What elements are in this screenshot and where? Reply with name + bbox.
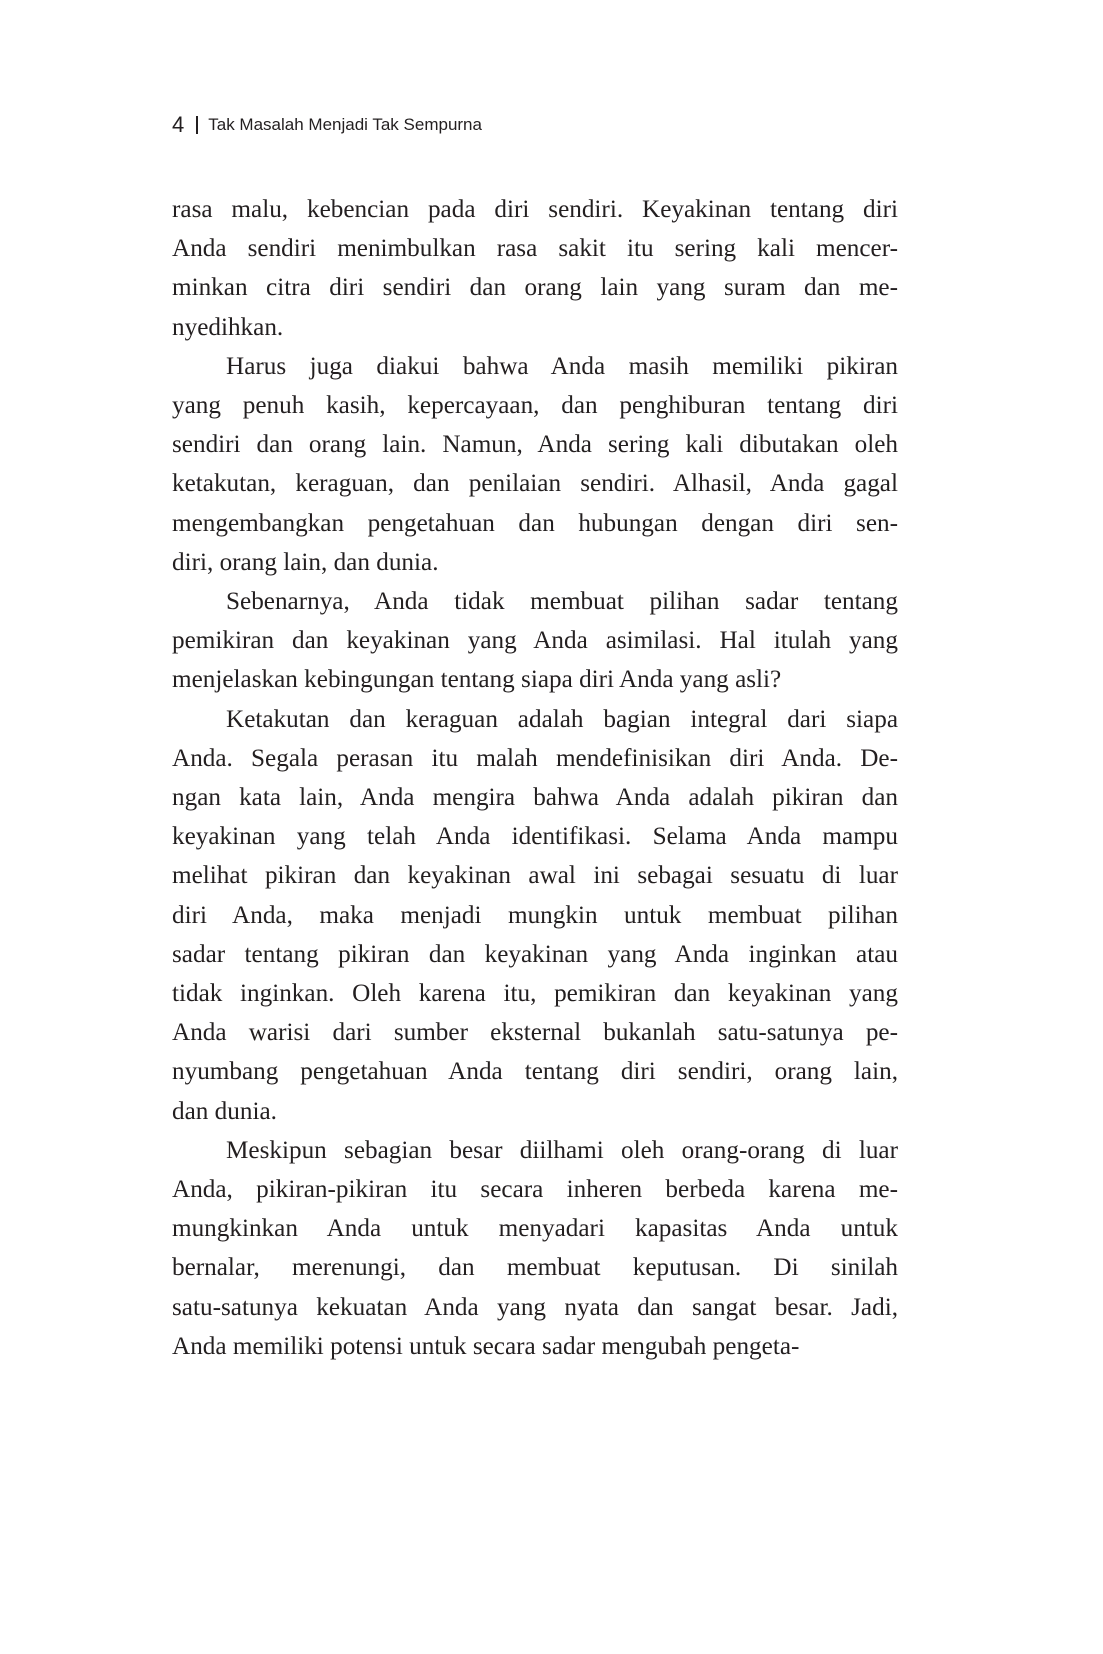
- paragraph: [172, 1131, 898, 1366]
- text-line: satu-satunya kekuatan Anda yang nyata dan sangat besar. Jadi,: [172, 1293, 898, 1321]
- text-line: menjelaskan kebingungan tentang siapa diri Anda yang asli?: [172, 666, 782, 694]
- text-line: diri, orang lain, dan dunia.: [172, 548, 439, 576]
- text-line: ngan kata lain, Anda mengira bahwa Anda adalah pikiran dan: [172, 784, 898, 812]
- text-line: Anda, pikiran-pikiran itu secara inheren berbeda karena me-: [172, 1176, 898, 1204]
- text-line: bernalar, merenungi, dan membuat keputusan. Di sinilah: [172, 1254, 898, 1282]
- text-line: Meskipun sebagian besar diilhami oleh orang-orang di luar: [226, 1136, 898, 1164]
- text-line: Anda. Segala perasan itu malah mendefinisikan diri Anda. De-: [172, 744, 898, 772]
- text-line: keyakinan yang telah Anda identifikasi. Selama Anda mampu: [172, 823, 898, 851]
- text-line: melihat pikiran dan keyakinan awal ini sebagai sesuatu di luar: [172, 862, 898, 890]
- text-line: Sebenarnya, Anda tidak membuat pilihan sadar tentang: [226, 588, 898, 616]
- page-number: 4: [172, 112, 185, 137]
- text-line: Anda memiliki potensi untuk secara sadar mengubah pengeta-: [172, 1332, 800, 1360]
- text-line: minkan citra diri sendiri dan orang lain yang suram dan me-: [172, 274, 898, 302]
- text-line: ketakutan, keraguan, dan penilaian sendiri. Alhasil, Anda gagal: [172, 470, 898, 498]
- text-line: tidak inginkan. Oleh karena itu, pemikiran dan keyakinan yang: [172, 980, 898, 1008]
- running-header: [172, 112, 482, 138]
- text-line: mungkinkan Anda untuk menyadari kapasitas Anda untuk: [172, 1215, 898, 1243]
- text-line: sadar tentang pikiran dan keyakinan yang Anda inginkan atau: [172, 940, 898, 968]
- text-line: Anda warisi dari sumber eksternal bukanlah satu-satunya pe-: [172, 1019, 898, 1047]
- text-line: diri Anda, maka menjadi mungkin untuk membuat pilihan: [172, 901, 898, 929]
- text-line: Anda sendiri menimbulkan rasa sakit itu sering kali mencer-: [172, 235, 898, 263]
- text-line: pemikiran dan keyakinan yang Anda asimilasi. Hal itulah yang: [172, 627, 898, 655]
- text-line: rasa malu, kebencian pada diri sendiri. Keyakinan tentang diri: [172, 196, 898, 223]
- running-title: Tak Masalah Menjadi Tak Sempurna: [208, 115, 482, 134]
- text-line: Ketakutan dan keraguan adalah bagian integral dari siapa: [226, 705, 898, 733]
- text-line: mengembangkan pengetahuan dan hubungan dengan diri sen-: [172, 509, 898, 537]
- text-line: nyedihkan.: [172, 313, 284, 341]
- paragraph: [172, 347, 898, 582]
- body-text: [172, 190, 898, 1366]
- paragraph: [172, 582, 898, 700]
- text-line: nyumbang pengetahuan Anda tentang diri sendiri, orang lain,: [172, 1058, 898, 1086]
- text-line: Harus juga diakui bahwa Anda masih memiliki pikiran: [226, 352, 898, 380]
- text-line: yang penuh kasih, kepercayaan, dan penghiburan tentang diri: [172, 392, 898, 420]
- header-divider: [196, 116, 198, 134]
- text-line: dan dunia.: [172, 1097, 277, 1125]
- paragraph: [172, 700, 898, 1131]
- paragraph: [172, 190, 898, 347]
- text-line: sendiri dan orang lain. Namun, Anda sering kali dibutakan oleh: [172, 431, 898, 459]
